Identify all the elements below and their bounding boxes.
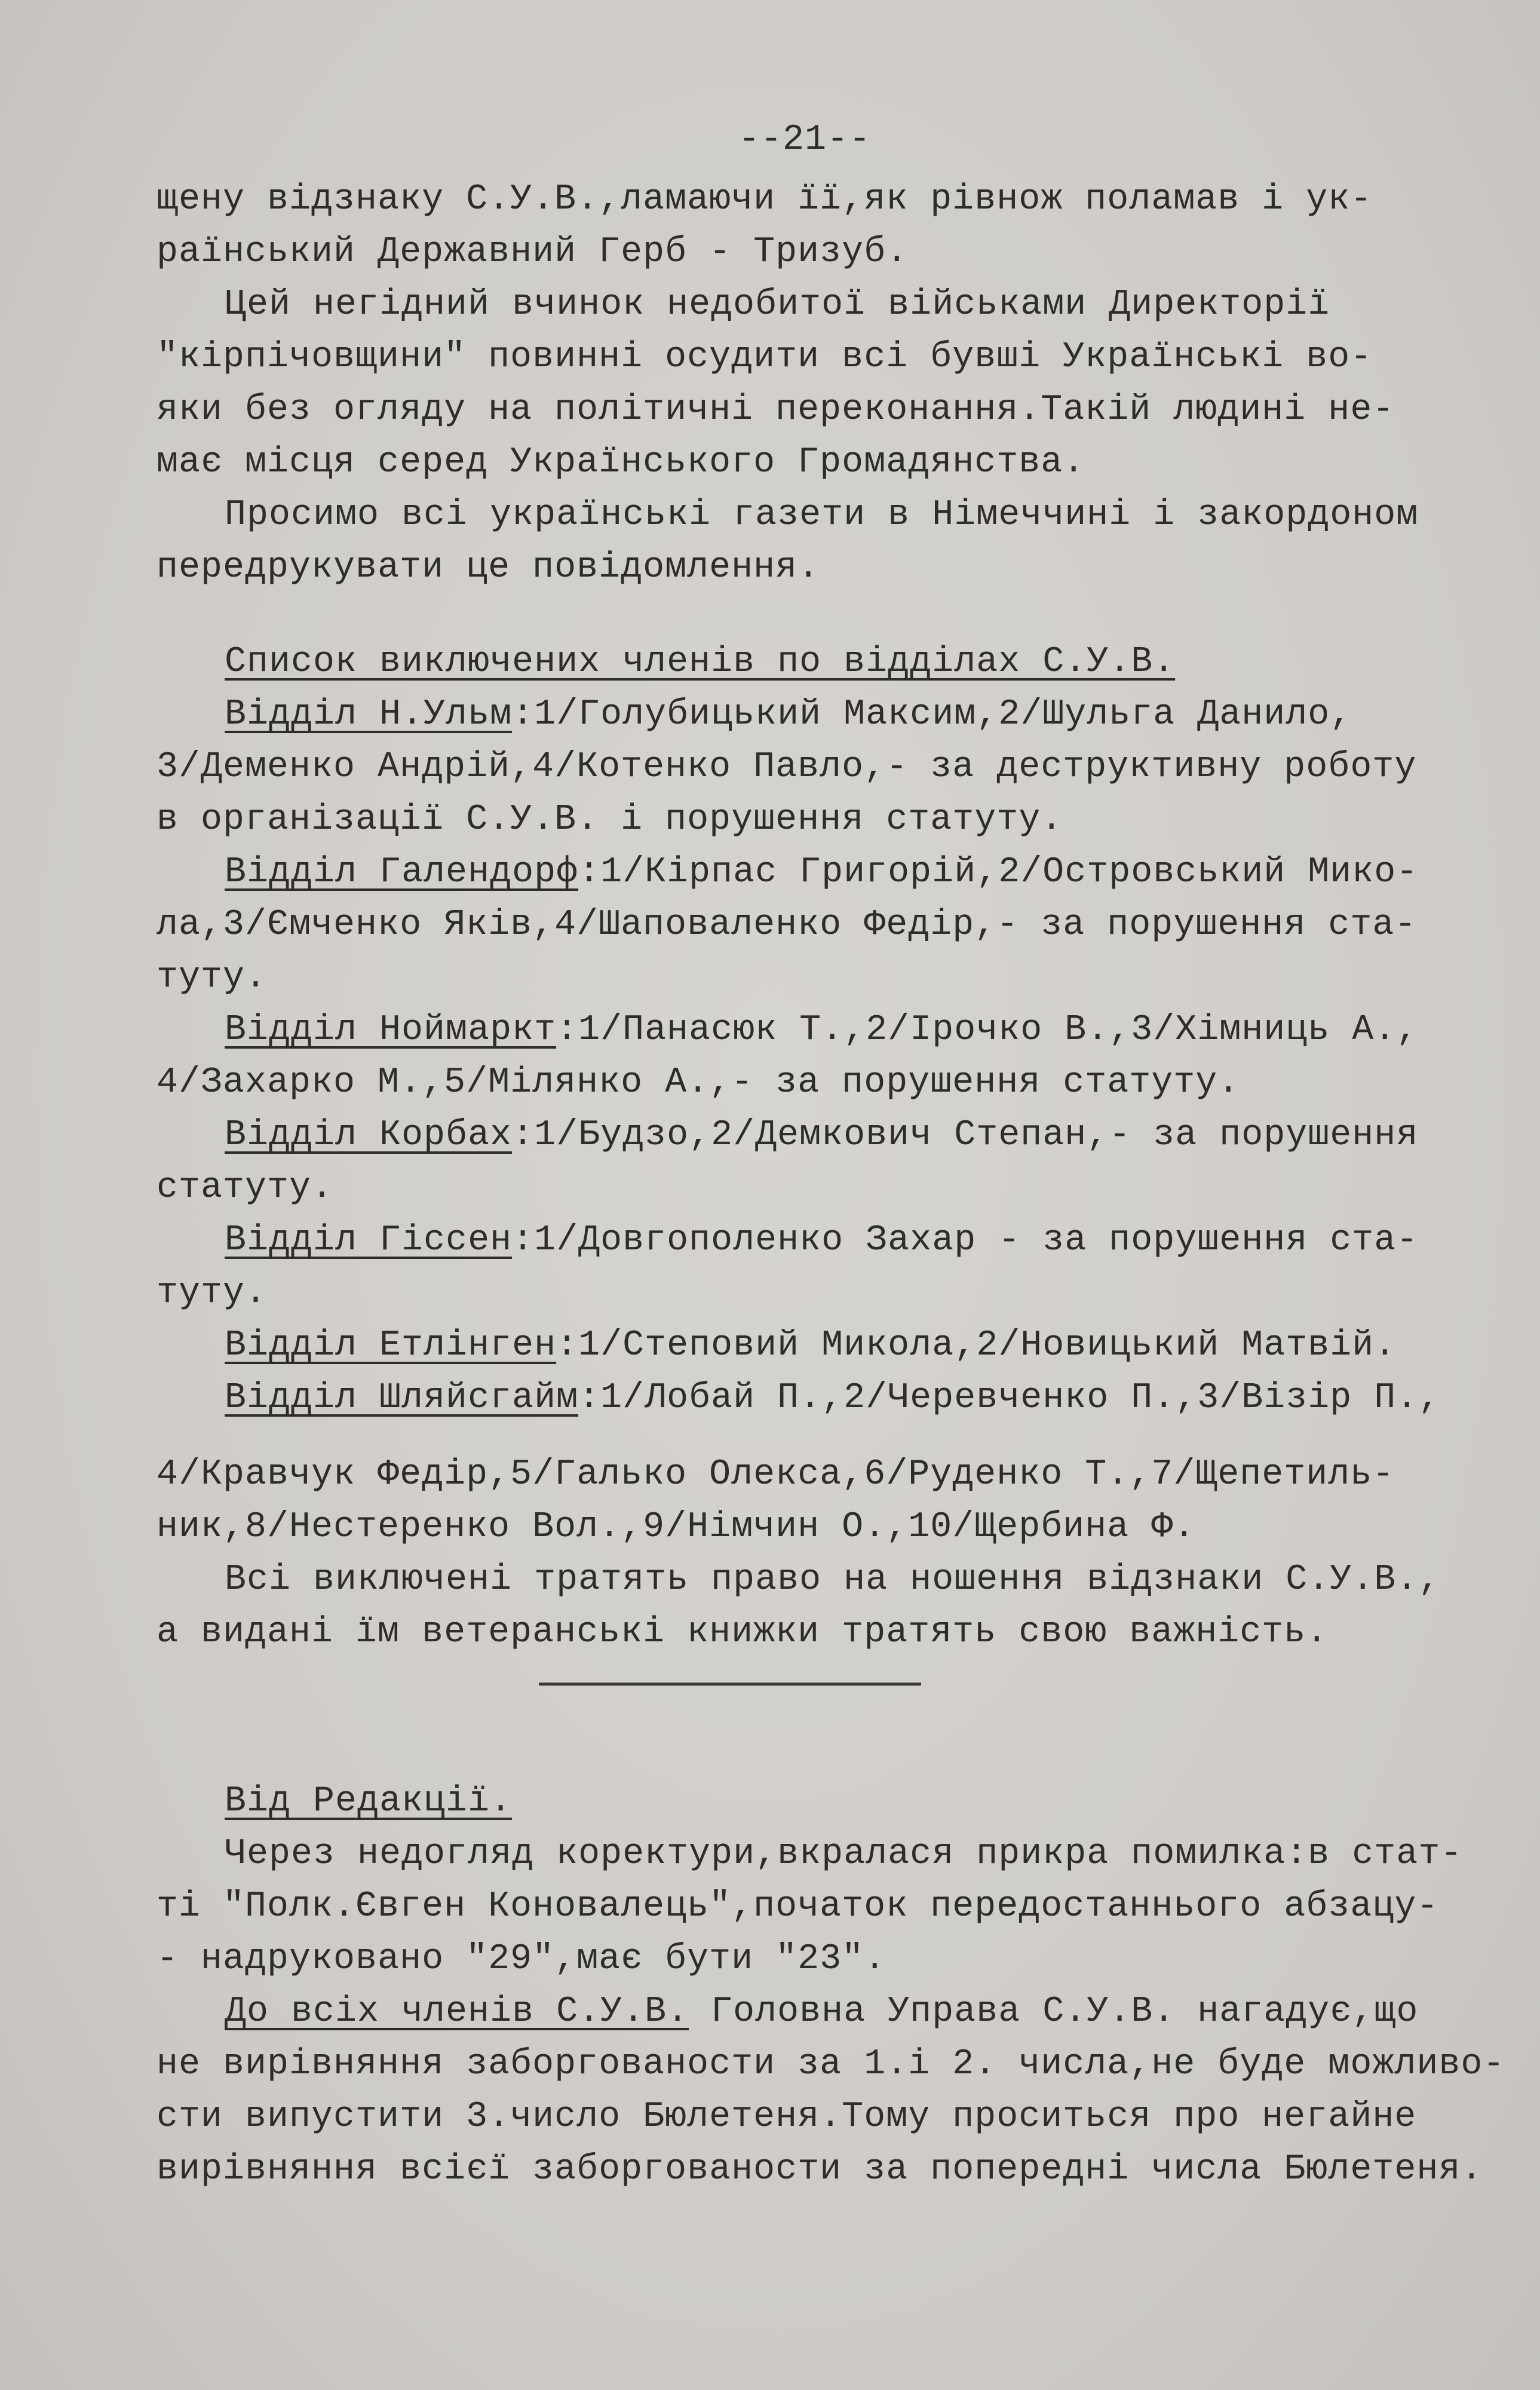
branch-line: ла,3/Ємченко Яків,4/Шаповаленко Федір,- за порушення ста-	[157, 905, 1417, 945]
branch-line: в організації С.У.В. і порушення статуту.	[157, 799, 1063, 840]
branch-entry	[157, 1319, 1501, 1372]
list-heading-line	[157, 636, 1501, 688]
paragraph-line: сти випустити 3.число Бюлетеня.Тому проситься про негайне	[157, 2097, 1417, 2137]
paragraph-line: ті "Полк.Євген Коновалець",початок передостаннього абзацу-	[157, 1886, 1439, 1927]
branch-members: :1/Панасюк Т.,2/Ірочко В.,3/Хімниць А.,	[556, 1010, 1419, 1050]
branch-line: 4/Захарко М.,5/Мілянко А.,- за порушення статуту.	[157, 1062, 1240, 1103]
branch-members: :1/Кірпас Григорій,2/Островський Мико-	[578, 852, 1419, 893]
branch-label: Відділ Корбах	[225, 1115, 513, 1156]
paragraph-text: Через недогляд коректури,вкралася прикра помилка:в стат-	[225, 1834, 1463, 1874]
members-notice	[157, 1985, 1501, 2038]
branch-members: :1/Будзо,2/Демкович Степан,- за порушення	[512, 1115, 1419, 1156]
intro-line: щену відзнаку С.У.В.,ламаючи її,як рівнож поламав і ук-	[157, 179, 1373, 220]
branch-label: Відділ Етлінген	[225, 1325, 557, 1366]
paragraph-text: Цей негідний вчинок недобитої військами Директорії	[225, 284, 1330, 325]
editorial-heading: Від Редакції.	[225, 1781, 513, 1822]
branch-entry	[157, 1004, 1501, 1056]
branch-line: 3/Деменко Андрій,4/Котенко Павло,- за деструктивну роботу	[157, 747, 1417, 788]
paragraph-line	[157, 1554, 1501, 1606]
intro-line: раїнський Державний Герб - Тризуб.	[157, 232, 909, 272]
paragraph-line	[157, 1828, 1501, 1880]
branch-label: Відділ Н.Ульм	[225, 694, 513, 735]
branch-members: :1/Степовий Микола,2/Новицький Матвій.	[556, 1325, 1397, 1366]
paragraph-line: яки без огляду на політичні переконання.Такій людині не-	[157, 390, 1395, 430]
branch-label: Відділ Гіссен	[225, 1220, 513, 1261]
editorial-heading-line	[157, 1775, 1501, 1828]
branch-line: 4/Кравчук Федір,5/Галько Олекса,6/Руденко Т.,7/Щепетиль-	[157, 1454, 1395, 1495]
branch-label: Відділ Шляйсгайм	[225, 1378, 579, 1418]
paragraph-text: Просимо всі українські газети в Німеччині і закордоном	[225, 495, 1419, 535]
branch-entry	[157, 1109, 1501, 1162]
branch-line: статуту.	[157, 1168, 334, 1208]
branch-entry	[157, 1372, 1501, 1424]
paragraph-line: не вирівняння заборгованости за 1.і 2. числа,не буде можливо-	[157, 2044, 1505, 2085]
list-heading: Список виключених членів по відділах С.У.В.	[225, 642, 1176, 682]
page-number: --21--	[738, 120, 872, 160]
paragraph-text: Всі виключені тратять право на ношення відзнаки С.У.В.,	[225, 1559, 1441, 1600]
branch-entry	[157, 688, 1501, 741]
paragraph-line	[157, 489, 1501, 541]
paragraph-line: передрукувати це повідомлення.	[157, 547, 820, 588]
branch-line: туту.	[157, 1273, 268, 1313]
branch-label: Відділ Галендорф	[225, 852, 579, 893]
members-label: До всіх членів С.У.В.	[225, 1991, 689, 2032]
branch-members: :1/Лобай П.,2/Черевченко П.,3/Візір П.,	[578, 1378, 1441, 1418]
paragraph-line: вирівняння всієї заборгованости за попередні числа Бюлетеня.	[157, 2149, 1483, 2190]
paragraph-line	[157, 278, 1501, 331]
branch-line: ник,8/Нестеренко Вол.,9/Німчин О.,10/Щербина Ф.	[157, 1507, 1196, 1548]
paragraph-line: - надруковано "29",має бути "23".	[157, 1939, 886, 1980]
branch-entry	[157, 1214, 1501, 1267]
branch-members: :1/Довгополенко Захар - за порушення ста-	[512, 1220, 1419, 1261]
branch-label: Відділ Ноймаркт	[225, 1010, 557, 1050]
branch-line: туту.	[157, 957, 268, 998]
paragraph-line: "кірпічовщини" повинні осудити всі бувші Українські во-	[157, 337, 1373, 378]
document-body	[157, 114, 1505, 2196]
branch-members: :1/Голубицький Максим,2/Шульга Данило,	[512, 694, 1352, 735]
branch-entry	[157, 846, 1501, 899]
paragraph-line: має місця серед Українського Громадянства.	[157, 442, 1085, 483]
paragraph-line: а видані їм ветеранські книжки тратять свою важність.	[157, 1612, 1329, 1653]
members-text: Головна Управа С.У.В. нагадує,що	[689, 1991, 1419, 2032]
